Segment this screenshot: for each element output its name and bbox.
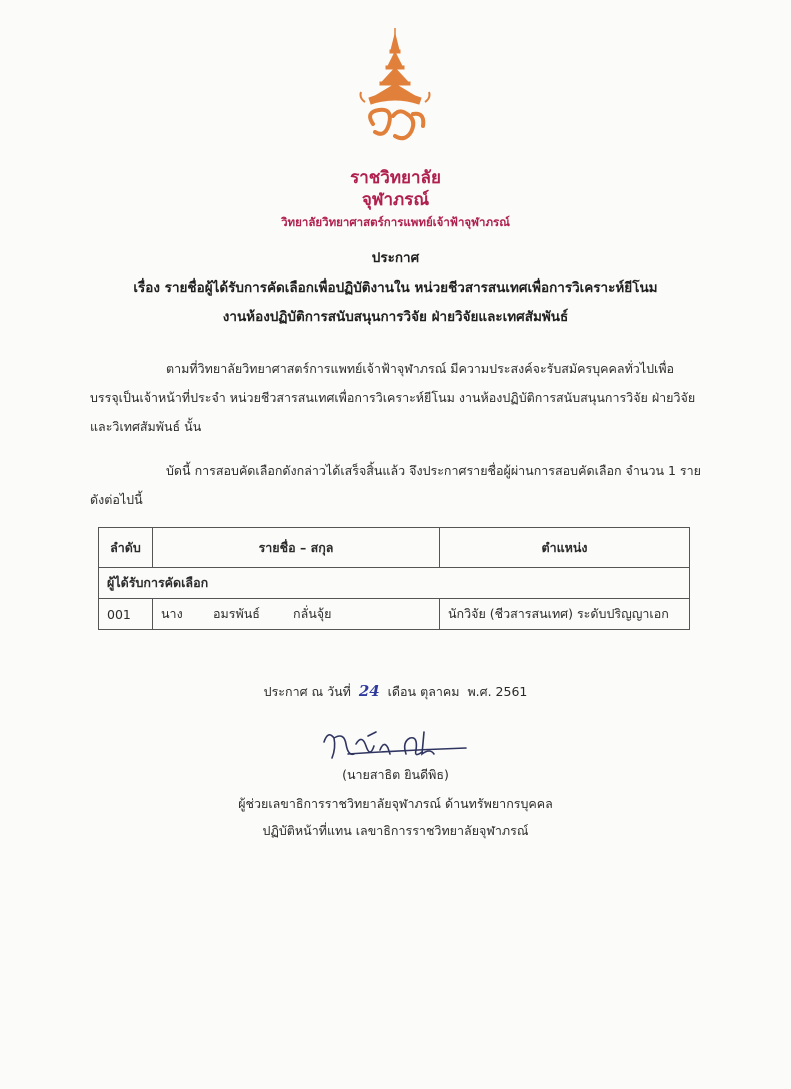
selected-candidates-table <box>98 527 690 630</box>
row-title: นาง <box>161 606 183 621</box>
group-label: ผู้ได้รับการคัดเลือก <box>99 568 690 599</box>
subject-line1: เรื่อง รายชื่อผู้ได้รับการคัดเลือกเพื่อปฏิบัติงานใน หน่วยชีวสารสนเทศเพื่อการวิเคราะห์ยีโนม <box>133 280 658 296</box>
signatory-position-line1: ผู้ช่วยเลขาธิการราชวิทยาลัยจุฬาภรณ์ ด้านทรัพยากรบุคคล <box>238 796 553 811</box>
handwritten-signature-icon <box>318 724 468 766</box>
row-fullname <box>153 599 440 630</box>
paragraph1-text: ตามที่วิทยาลัยวิทยาศาสตร์การแพทย์เจ้าฟ้าจุฬาภรณ์ มีความประสงค์จะรับสมัครบุคคลทั่วไปเพื่อบรรจุเป็นเจ้าหน้าที่ประจำ หน่วยชีวสารสนเทศเพื่อการวิเคราะห์ยีโนม งานห้องปฏิบัติการสนับสนุนการวิจัย ฝ่ายวิจัยและวิเทศสัมพันธ์ นั้น <box>90 361 696 434</box>
royal-emblem-icon <box>355 28 435 148</box>
subject-line2: งานห้องปฏิบัติการสนับสนุนการวิจัย ฝ่ายวิจัยและเทศสัมพันธ์ <box>222 309 569 325</box>
body-paragraph1 <box>90 354 702 441</box>
row-position: นักวิจัย (ชีวสารสนเทศ) ระดับปริญญาเอก <box>440 599 690 630</box>
signatory-name: (นายสาธิต ยินดีพิธ) <box>342 767 449 782</box>
org-name-line1: ราชวิทยาลัย <box>350 168 441 188</box>
announcement-date <box>0 682 791 702</box>
row-last-name: กลั่นจุ้ย <box>293 606 332 621</box>
org-subname: วิทยาลัยวิทยาศาสตร์การแพทย์เจ้าฟ้าจุฬาภรณ์ <box>281 215 510 229</box>
paragraph2-text: บัดนี้ การสอบคัดเลือกดังกล่าวได้เสร็จสิ้นแล้ว จึงประกาศรายชื่อผู้ผ่านการสอบคัดเลือก จำนวน 1 ราย ดังต่อไปนี้ <box>90 463 701 507</box>
row-first-name: อมรพันธ์ <box>213 606 260 621</box>
row-no: 001 <box>99 599 153 630</box>
header-no: ลำดับ <box>99 528 153 568</box>
date-month: เดือน ตุลาคม <box>387 684 460 699</box>
signatory-position-line2: ปฏิบัติหน้าที่แทน เลขาธิการราชวิทยาลัยจุฬาภรณ์ <box>262 823 529 838</box>
table-group-row <box>99 568 690 599</box>
header-position: ตำแหน่ง <box>440 528 690 568</box>
org-name-line2: จุฬาภรณ์ <box>361 190 430 210</box>
announcement-heading: ประกาศ <box>371 250 420 266</box>
table-row <box>99 599 690 630</box>
date-day: 24 <box>358 682 380 700</box>
body-paragraph2 <box>90 456 702 514</box>
header-name: รายชื่อ – สกุล <box>153 528 440 568</box>
date-prefix: ประกาศ ณ วันที่ <box>263 684 351 699</box>
table-header-row <box>99 528 690 568</box>
date-year: พ.ศ. 2561 <box>467 684 528 699</box>
